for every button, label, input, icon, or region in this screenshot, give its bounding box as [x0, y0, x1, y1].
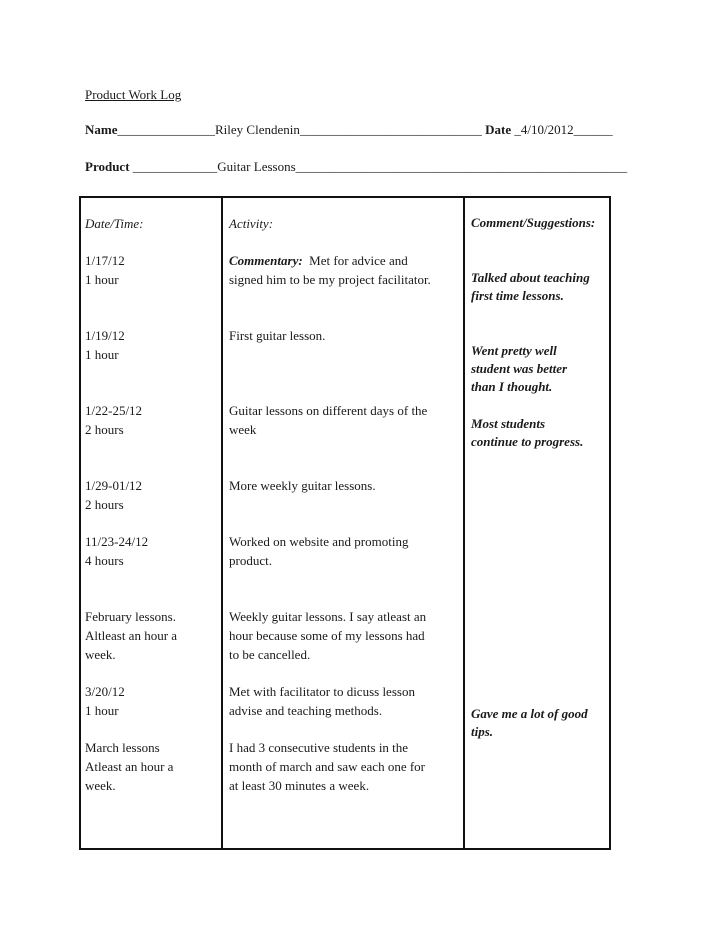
comment-entry: Most students continue to progress. [471, 416, 584, 449]
row-activity: More weekly guitar lessons. [229, 478, 376, 493]
row-date: March lessons Atleast an hour a week. [85, 740, 174, 793]
row-activity: I had 3 consecutive students in the month of march and saw each one for at least 30 minutes a week. [229, 740, 426, 793]
row-activity: Guitar lessons on different days of the week [229, 403, 428, 437]
row-date: February lessons. Altleast an hour a week. [85, 609, 178, 662]
name-label: Name [85, 122, 118, 137]
comment-entry: Gave me a lot of good tips. [471, 706, 588, 739]
row-activity: Weekly guitar lessons. I say atleast an hour because some of my lessons had to be cancelled. [229, 609, 427, 662]
product-value: Guitar Lessons [217, 159, 296, 174]
row-date: 1/29-01/12 2 hours [85, 478, 143, 512]
name-value: Riley Clendenin [215, 122, 300, 137]
name-line [85, 122, 613, 138]
page-title: Product Work Log [85, 87, 182, 102]
column-divider [463, 196, 465, 850]
column-divider [221, 196, 223, 850]
product-trail: ___________________________________________________ [295, 159, 628, 174]
row-date: 1/17/12 1 hour [85, 253, 125, 287]
row-date: 11/23-24/12 4 hours [85, 534, 149, 568]
date-value: _4/10/2012______ [511, 122, 613, 137]
row-activity: Worked on website and promoting product. [229, 534, 409, 568]
header-activity: Activity: [229, 216, 274, 231]
row-date: 1/19/12 1 hour [85, 328, 125, 362]
comment-entry: Went pretty well student was better than I thought. [471, 343, 568, 394]
header-comment: Comment/Suggestions: [471, 215, 596, 230]
commentary-label: Commentary: [229, 253, 303, 268]
date-label: Date [485, 122, 512, 137]
row-activity: Commentary: Met for advice and signed him to be my project facilitator. [229, 253, 431, 287]
row-activity: Met with facilitator to dicuss lesson advise and teaching methods. [229, 684, 415, 718]
name-trail: ____________________________ [299, 122, 482, 137]
row-date: 3/20/12 1 hour [85, 684, 125, 718]
product-lead: _____________ [129, 159, 218, 174]
product-line [85, 159, 627, 175]
row-date: 1/22-25/12 2 hours [85, 403, 143, 437]
header-date: Date/Time: [85, 216, 144, 231]
product-label: Product [85, 159, 130, 174]
comment-entry: Talked about teaching first time lessons. [471, 270, 590, 303]
row-activity: First guitar lesson. [229, 328, 326, 343]
name-lead: _______________ [117, 122, 215, 137]
